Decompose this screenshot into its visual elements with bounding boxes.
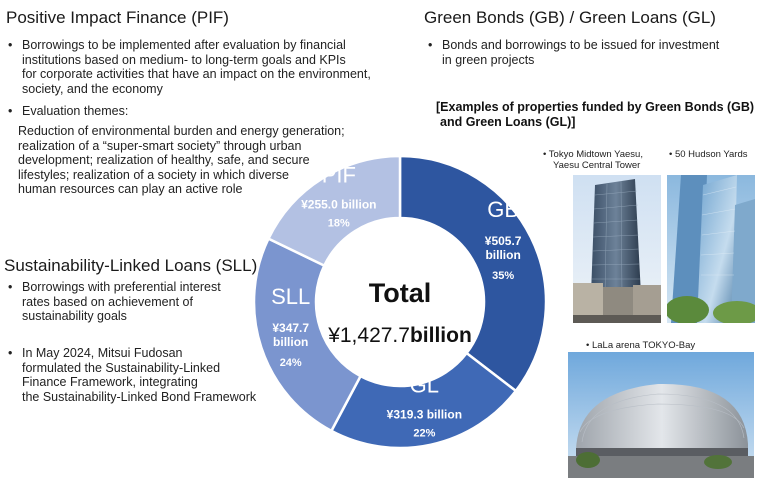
pif-bullet-2: • Evaluation themes: (8, 104, 129, 118)
funding-donut-chart (230, 137, 570, 477)
lala-arena-tokyo-bay-photo (568, 352, 754, 478)
slice-amount-gl: ¥319.3 billion (386, 407, 463, 422)
tokyo-midtown-yaesu-photo (573, 175, 661, 323)
slice-unit-sll: billion (273, 334, 309, 349)
total-label: Total (368, 278, 432, 308)
slice-name-pif: PIF (321, 162, 356, 188)
total-amount: ¥1,427.7billion (328, 324, 472, 347)
sll-bullet-2: • In May 2024, Mitsui Fudosan formulated the Sustainability-Linked Finance Framework, integrating the Sustainability-Linked Bond Framework (8, 346, 257, 404)
gbgl-title: Green Bonds (GB) / Green Loans (GL) (424, 8, 716, 27)
slice-name-gb: GB (487, 197, 520, 223)
pif-title: Positive Impact Finance (PIF) (6, 8, 229, 27)
examples-title: [Examples of properties funded by Green Bonds (GB) and Green Loans (GL)] (436, 100, 755, 129)
slice-name-gl: GL (409, 372, 440, 398)
property-caption-lala-arena: • LaLa arena TOKYO-Bay (586, 340, 696, 351)
slice-name-sll: SLL (271, 283, 311, 309)
slice-amount-gb: ¥505.7 (484, 234, 522, 249)
slice-amount-pif: ¥255.0 billion (301, 197, 377, 212)
50-hudson-yards-photo (667, 175, 755, 323)
sll-bullet-1: • Borrowings with preferential interest rates based on achievement of sustainability goals (8, 280, 221, 323)
sll-title: Sustainability-Linked Loans (SLL) (4, 256, 258, 275)
slice-amount-sll: ¥347.7 (272, 320, 310, 335)
slice-percent-sll: 24% (279, 356, 302, 369)
property-caption-50-hudson-yards: • 50 Hudson Yards (669, 149, 748, 160)
pif-bullet-1: • Borrowings to be implemented after evaluation by financial institutions based on medium- to long-term goals and KPIs for corporate activities that have an impact on the environment, society, and the economy (8, 38, 371, 96)
property-caption-tokyo-midtown: • Tokyo Midtown Yaesu, Yaesu Central Tower (543, 149, 643, 171)
pif-themes: Reduction of environmental burden and energy generation; realization of a “super-smart society” through urban development; realization of healthy, safe, and secure lifestyles; realization of a society in which diverse human resources can play an active role (18, 124, 345, 196)
gbgl-bullet: • Bonds and borrowings to be issued for investment in green projects (428, 38, 720, 67)
donut-slice-gb (400, 156, 546, 391)
slice-percent-gb: 35% (492, 270, 515, 283)
slice-unit-gb: billion (485, 248, 521, 263)
slice-percent-pif: 18% (327, 217, 350, 230)
slice-percent-gl: 22% (413, 427, 436, 440)
